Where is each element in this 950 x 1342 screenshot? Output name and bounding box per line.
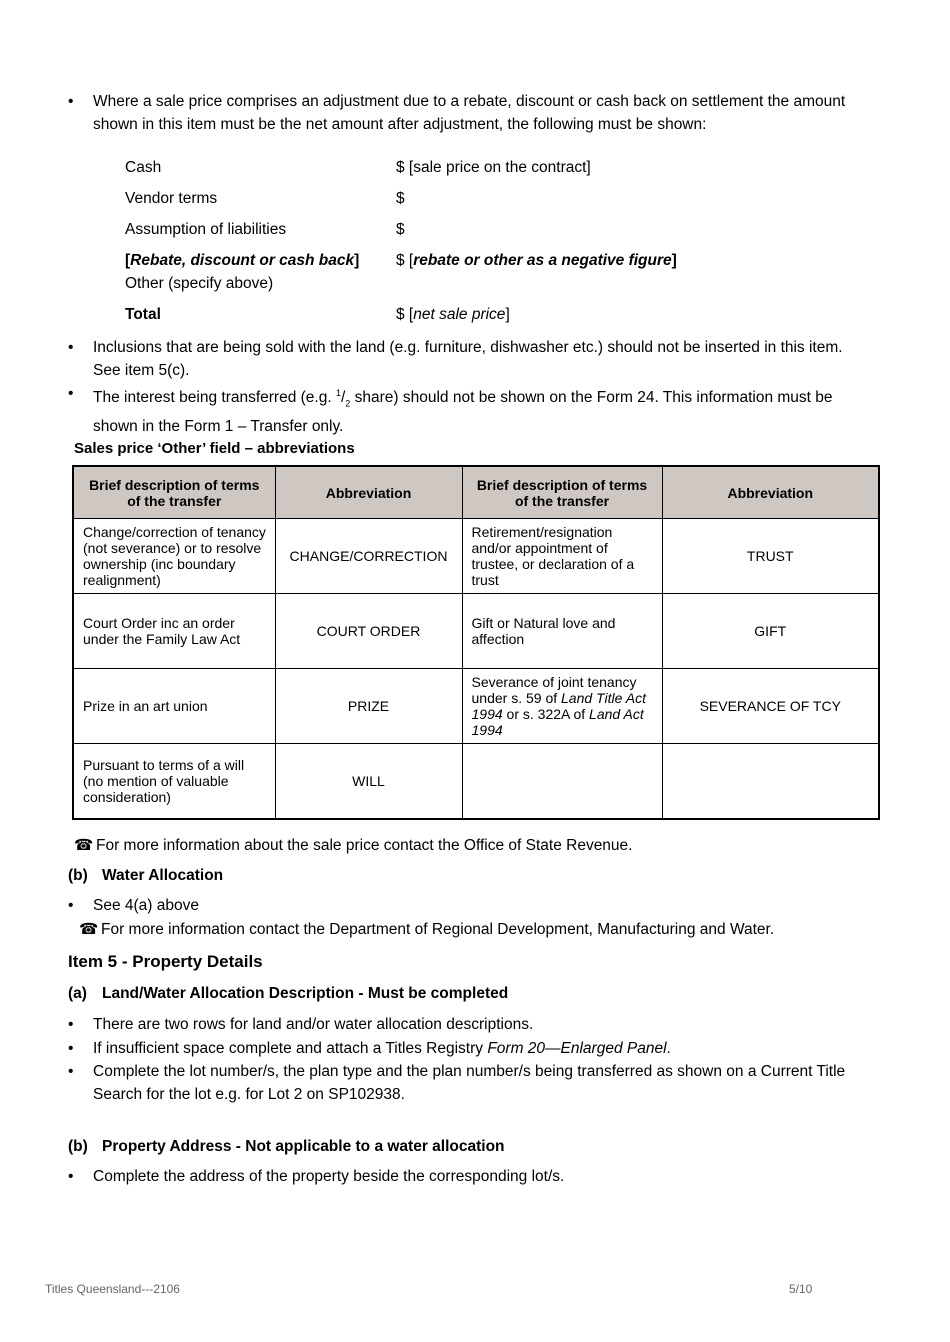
heading-number: (a) (68, 985, 87, 1002)
water-info-line (79, 918, 774, 941)
osr-info-line (74, 834, 632, 857)
phone-icon: ☎ (74, 837, 94, 854)
value-close: ] (671, 252, 677, 269)
price-label-total: Total (125, 306, 161, 323)
cell-description: Prize in an art union (73, 669, 275, 744)
fraction-denominator: 2 (345, 398, 351, 409)
footer-document-code: Titles Queensland---2106 (45, 1282, 180, 1296)
text-post: share) should not be shown on the Form 24. This information must be shown in the Form 1 – Transfer only. (93, 389, 833, 436)
price-value-total (396, 303, 816, 326)
bracket-close: ] (354, 252, 360, 269)
bullet-text: Inclusions that are being sold with the land (e.g. furniture, dishwasher etc.) should not be inserted in this item. See item 5(c). (93, 339, 843, 379)
table-row (73, 594, 879, 669)
bracket-open: [ (125, 252, 131, 269)
cell-description: Pursuant to terms of a will (no mention of valuable consideration) (73, 744, 275, 820)
bullet-text: There are two rows for land and/or water allocation descriptions. (93, 1016, 534, 1033)
text-post: . (666, 1040, 671, 1057)
water-info-text: For more information contact the Department of Regional Development, Manufacturing and Water. (101, 921, 775, 938)
cell-description: Retirement/resignation and/or appointment of trustee, or declaration of a trust (462, 519, 662, 594)
table-row (73, 744, 879, 820)
item5b-heading (68, 1138, 505, 1156)
price-label: Cash (125, 159, 162, 176)
text-pre: The interest being transferred (e.g. (93, 389, 336, 407)
act-title: Land Act 1994 (471, 706, 644, 738)
bullet-text: Where a sale price comprises an adjustment due to a rebate, discount or cash back on settlement the amount shown in this item must be the net amount after adjustment, the following must be shown: (93, 93, 846, 133)
text-part: or s. 322A of (502, 706, 590, 722)
fraction-numerator: 1 (335, 388, 341, 398)
bullet-dot: • (68, 1016, 74, 1033)
fraction-slash: / (340, 389, 346, 407)
table-header-row (73, 466, 879, 519)
text-part: Severance of joint tenancy under s. 59 of (471, 674, 637, 706)
item5-heading: Item 5 - Property Details (68, 952, 263, 971)
price-value: $ (396, 221, 405, 238)
rebate-label: Rebate, discount or cash back (130, 252, 355, 269)
header-description-2: Brief description of terms of the transfer (462, 466, 662, 519)
cell-abbreviation (662, 744, 879, 820)
cell-abbreviation: GIFT (662, 594, 879, 669)
bullet-dot: • (68, 93, 74, 110)
cell-abbreviation: CHANGE/CORRECTION (275, 519, 462, 594)
heading-number: (b) (68, 867, 88, 884)
phone-icon: ☎ (79, 921, 99, 938)
bullet-dot: • (68, 897, 74, 914)
header-description-1: Brief description of terms of the transfer (73, 466, 275, 519)
act-title: Land Title Act 1994 (471, 690, 646, 722)
bullet-text: Complete the address of the property beside the corresponding lot/s. (93, 1168, 565, 1185)
heading-text: Water Allocation (102, 867, 224, 884)
item5a-heading (68, 985, 508, 1003)
price-label: Assumption of liabilities (125, 221, 287, 238)
header-abbreviation-2: Abbreviation (662, 466, 879, 519)
cell-description: Gift or Natural love and affection (462, 594, 662, 669)
bullet-text (93, 1037, 873, 1060)
price-value: $ (396, 190, 405, 207)
bullet-text (93, 382, 873, 438)
cell-abbreviation: PRIZE (275, 669, 462, 744)
heading-text: Land/Water Allocation Description - Must be completed (102, 985, 509, 1002)
table-title: Sales price ‘Other’ field – abbreviations (74, 440, 355, 457)
value-prefix: $ [ (396, 252, 414, 269)
footer-page-number: 5/10 (789, 1282, 813, 1296)
price-row-rebate (125, 249, 825, 297)
heading-text: Property Address - Not applicable to a water allocation (102, 1138, 505, 1155)
cell-abbreviation: COURT ORDER (275, 594, 462, 669)
form-name: Form 20—Enlarged Panel (487, 1040, 667, 1057)
value-prefix: $ [ (396, 306, 414, 323)
price-label: Vendor terms (125, 190, 218, 207)
value-close: ] (505, 306, 510, 323)
bullet-text: See 4(a) above (93, 897, 199, 914)
water-allocation-heading (68, 867, 223, 885)
price-label-other: Other (specify above) (125, 275, 274, 292)
cell-description (462, 669, 662, 744)
bullet-text: Complete the lot number/s, the plan type and the plan number/s being transferred as shown on a Current Title Search for the lot e.g. for Lot 2 on SP102938. (93, 1063, 846, 1103)
table-row (73, 519, 879, 594)
table-row (73, 669, 879, 744)
heading-number: (b) (68, 1138, 88, 1155)
cell-abbreviation: WILL (275, 744, 462, 820)
osr-info-text: For more information about the sale price contact the Office of State Revenue. (96, 837, 633, 854)
price-value: $ [sale price on the contract] (396, 159, 591, 176)
bullet-dot: • (68, 1040, 74, 1057)
cell-abbreviation: TRUST (662, 519, 879, 594)
cell-abbreviation: SEVERANCE OF TCY (662, 669, 879, 744)
price-value-rebate (396, 249, 816, 272)
cell-description (462, 744, 662, 820)
total-value: net sale price (413, 306, 506, 323)
header-abbreviation-1: Abbreviation (275, 466, 462, 519)
bullet-dot: • (68, 339, 74, 356)
cell-description: Court Order inc an order under the Family Law Act (73, 594, 275, 669)
abbreviations-table (72, 465, 880, 820)
rebate-value: rebate or other as a negative figure (413, 252, 672, 269)
text-pre: If insufficient space complete and attach a Titles Registry (93, 1040, 488, 1057)
bullet-dot: • (68, 1168, 74, 1185)
cell-description: Change/correction of tenancy (not severance) or to resolve ownership (inc boundary realignment) (73, 519, 275, 594)
price-label-rebate (125, 249, 395, 272)
bullet-dot: • (68, 1063, 74, 1080)
bullet-dot: • (68, 385, 74, 402)
